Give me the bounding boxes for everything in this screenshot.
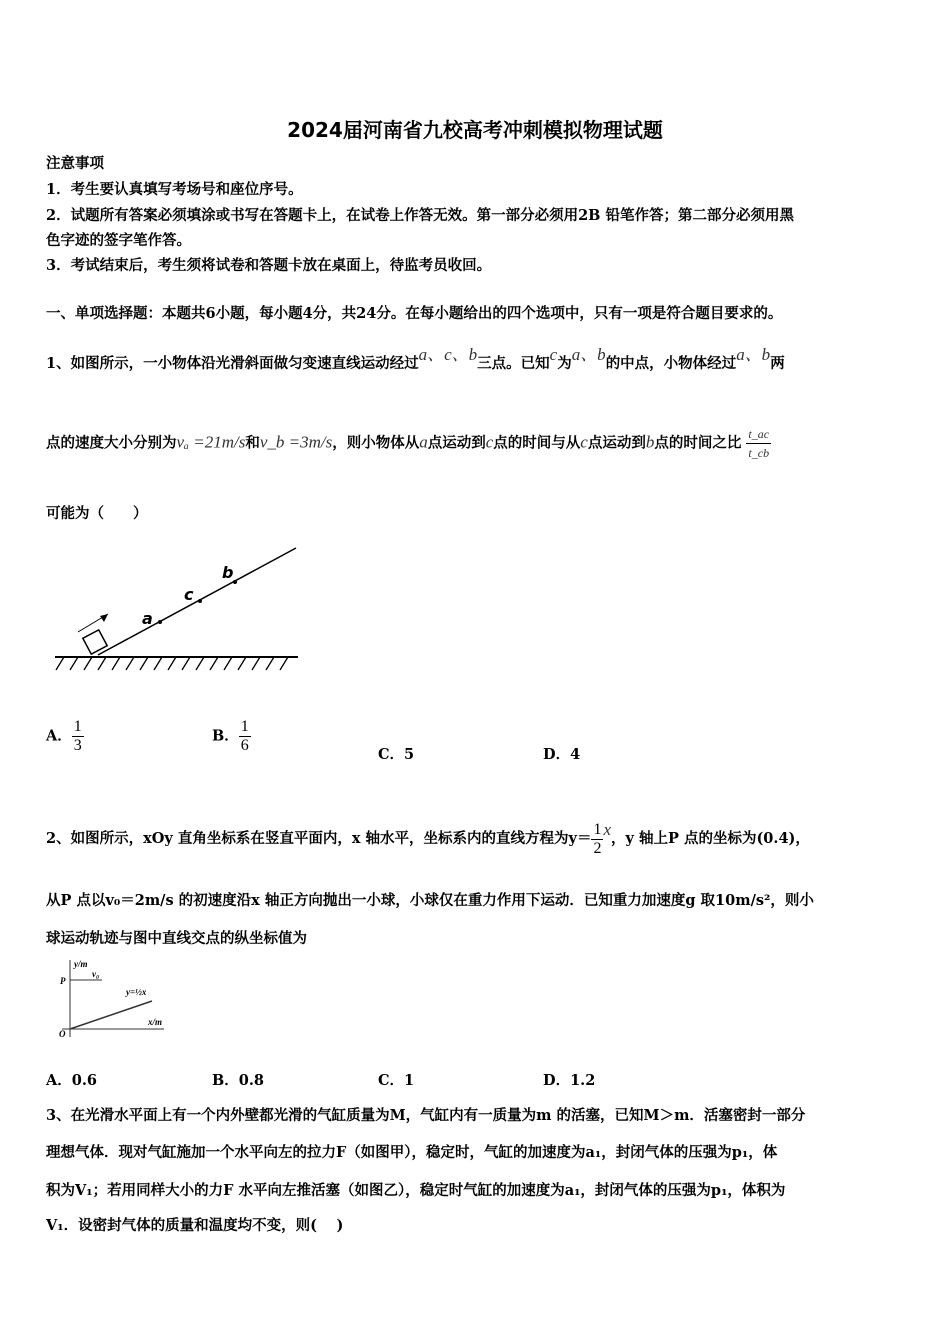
origin-label: O — [59, 1029, 66, 1039]
math: v_b =3m/s — [259, 432, 333, 452]
math: a — [419, 432, 428, 452]
y-axis-label: y/m — [74, 959, 88, 969]
text: 点的时间与从 — [493, 434, 581, 452]
q2-option-c[interactable]: C．1 — [378, 1072, 415, 1089]
section-heading: 一、单项选择题：本题共6小题，每小题4分，共24分。在每小题给出的四个选项中，只有一项是符合题目要求的。 — [46, 305, 783, 322]
option-label: B． — [212, 727, 239, 745]
text: 三点。已知 — [477, 355, 550, 372]
q3-line: V₁．设密封气体的质量和温度均不变，则( ) — [46, 1217, 344, 1234]
q2-line1 — [46, 820, 810, 858]
numerator: 1 — [73, 718, 82, 735]
page-title: 2024届河南省九校高考冲刺模拟物理试题 — [287, 118, 663, 142]
text: 点的时间之比 — [654, 434, 742, 452]
point-b-label: b — [222, 563, 234, 582]
q1-option-d[interactable]: D．4 — [543, 746, 581, 763]
math: vₐ =21m/s — [176, 432, 246, 452]
q2-line2: 从P 点以v₀＝2m/s 的初速度沿x 轴正方向抛出一小球，小球仅在重力作用下运动．已知重力加速度g 取10m/s²，则小 — [46, 892, 814, 909]
notice-item: 色字迹的签字笔作答。 — [46, 232, 191, 249]
point-a-label: a — [142, 609, 153, 628]
q3-line: 3、在光滑水平面上有一个内外壁都光滑的气缸质量为M，气缸内有一质量为m 的活塞，已知M＞m．活塞密封一部分 — [46, 1107, 806, 1124]
q1-option-b[interactable] — [212, 718, 251, 755]
denominator: 6 — [240, 737, 249, 754]
text: ，y 轴上P 点的坐标为(0.4)， — [611, 830, 810, 847]
text: 和 — [245, 434, 260, 452]
notice-item: 1．考生要认真填写考场号和座位序号。 — [46, 181, 303, 198]
q2-line3: 球运动轨迹与图中直线交点的纵坐标值为 — [46, 930, 307, 947]
q2-option-a[interactable]: A．0.6 — [46, 1072, 97, 1089]
text: 两 — [770, 355, 785, 372]
notice-heading: 注意事项 — [46, 155, 104, 172]
line-equation: y=½x — [126, 987, 147, 997]
text: 为 — [557, 355, 572, 372]
math: c — [580, 432, 588, 452]
numerator: 1 — [240, 718, 249, 735]
p-label: P — [60, 976, 66, 986]
coordinate-figure — [56, 955, 176, 1040]
text: 点运动到 — [587, 434, 646, 452]
text: 2、如图所示，xOy 直角坐标系在竖直平面内，x 轴水平，坐标系内的直线方程为y＝ — [46, 830, 592, 847]
time-ratio-fraction — [746, 425, 771, 462]
math: a、b — [736, 345, 771, 364]
math: b — [645, 432, 655, 452]
text: ，则小物体从 — [332, 434, 420, 452]
text: 的中点，小物体经过 — [605, 355, 737, 372]
math: x — [603, 820, 612, 839]
numerator: 1 — [593, 820, 602, 838]
q3-line: 积为V₁；若用同样大小的力F 水平向左推活塞（如图乙），稳定时气缸的加速度为a₁，封闭气体的压强为p₁，体积为 — [46, 1182, 786, 1199]
q1-line3: 可能为（ ） — [46, 505, 148, 522]
math: c — [485, 432, 494, 452]
math: c — [549, 345, 558, 364]
denominator: 3 — [73, 737, 82, 754]
q1-option-a[interactable] — [46, 718, 84, 755]
notice-item: 3．考试结束后，考生须将试卷和答题卡放在桌面上，待监考员收回。 — [46, 257, 492, 274]
q1-line1 — [46, 340, 785, 373]
q1-option-c[interactable]: C．5 — [378, 746, 415, 763]
q3-line: 理想气体．现对气缸施加一个水平向左的拉力F（如图甲），稳定时，气缸的加速度为a₁，封闭气体的压强为p₁，体 — [46, 1144, 778, 1161]
q2-option-b[interactable]: B．0.8 — [212, 1072, 264, 1089]
notice-item: 2．试题所有答案必须填涂或书写在答题卡上，在试卷上作答无效。第一部分必须用2B 铅笔作答；第二部分必须用黑 — [46, 207, 794, 224]
denominator: t_cb — [748, 446, 770, 460]
text: 1、如图所示，一小物体沿光滑斜面做匀变速直线运动经过 — [46, 355, 419, 372]
math: a、c、b — [418, 345, 478, 364]
q1-line2 — [46, 425, 771, 462]
incline-figure — [50, 540, 300, 675]
v0-label: v₀ — [92, 969, 100, 979]
q2-option-d[interactable]: D．1.2 — [543, 1072, 596, 1089]
math: a、b — [571, 345, 606, 364]
option-label: A． — [46, 727, 72, 745]
text: 点运动到 — [427, 434, 486, 452]
text: 点的速度大小分别为 — [46, 434, 177, 452]
point-c-label: c — [184, 585, 194, 604]
denominator: 2 — [593, 839, 602, 857]
numerator: t_ac — [746, 425, 771, 444]
x-axis-label: x/m — [148, 1017, 163, 1027]
